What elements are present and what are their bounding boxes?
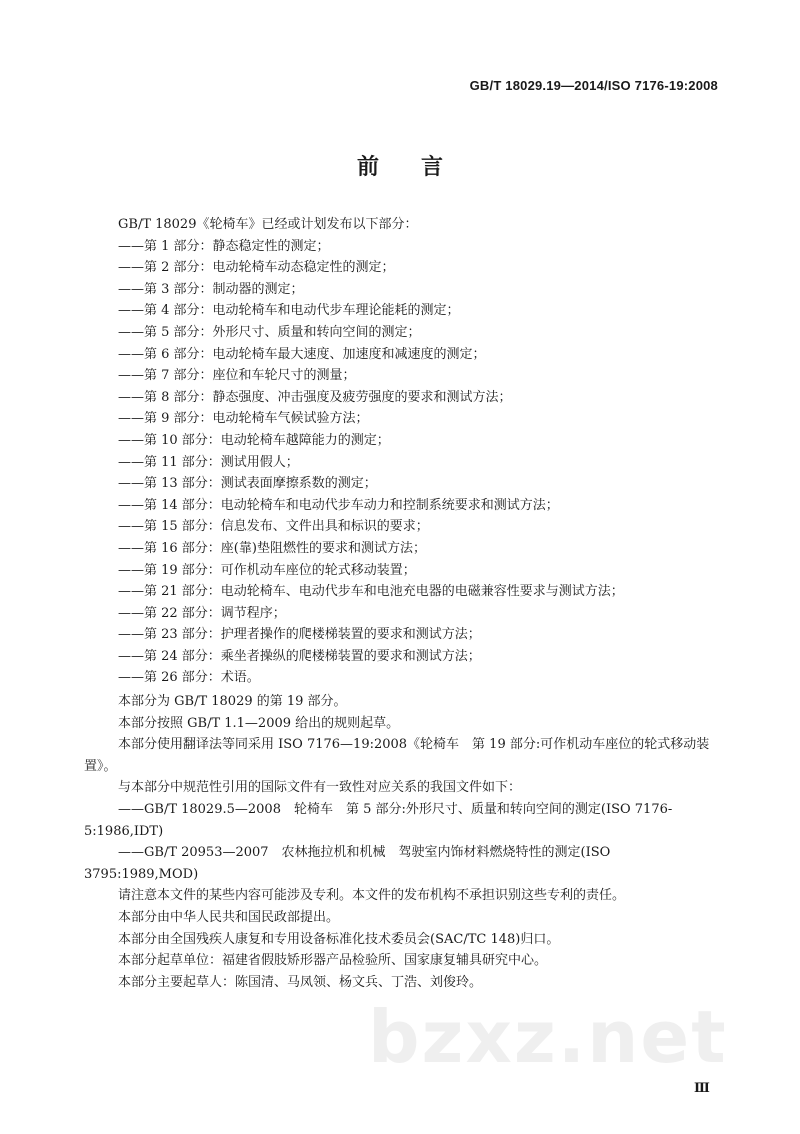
parts-intro: GB/T 18029《轮椅车》已经或计划发布以下部分： [118,217,418,232]
paragraph-proposer: 本部分由中华人民共和国民政部提出。 [118,910,340,925]
list-item: ——第 21 部分：电动轮椅车、电动代步车和电池充电器的电磁兼容性要求与测试方法； [118,584,624,600]
list-item: ——第 7 部分：座位和车轮尺寸的测量； [118,368,356,384]
list-item: ——第 10 部分：电动轮椅车越障能力的测定； [118,432,390,448]
parts-list [84,236,724,689]
paragraph-drafting-units: 本部分起草单位：福建省假肢矫形器产品检验所、国家康复辅具研究中心。 [118,953,548,969]
list-item: ——第 4 部分：电动轮椅车和电动代步车理论能耗的测定； [118,303,460,319]
list-item: ——第 22 部分：调节程序； [118,605,286,621]
reference-item: ——GB/T 20953—2007 农林拖拉机和机械 驾驶室内饰材料燃烧特性的测定(ISO 3795:1989,MOD) [84,845,611,882]
page-number: Ⅲ [694,1080,710,1095]
list-item: ——第 6 部分：电动轮椅车最大速度、加速度和减速度的测定； [118,346,486,362]
paragraph-adoption: 本部分使用翻译法等同采用 ISO 7176—19:2008《轮椅车 第 19 部分:可作机动车座位的轮式移动装置》。 [84,737,710,774]
list-item: ——第 24 部分：乘坐者操纵的爬楼梯装置的要求和测试方法； [118,648,481,664]
list-item: ——第 2 部分：电动轮椅车动态稳定性的测定； [118,260,395,276]
paragraph-patent-notice: 请注意本文件的某些内容可能涉及专利。本文件的发布机构不承担识别这些专利的责任。 [118,888,626,904]
list-item: ——第 1 部分：静态稳定性的测定； [118,238,330,254]
list-item: ——第 26 部分：术语。 [118,670,260,686]
paragraph-drafting-rules: 本部分按照 GB/T 1.1—2009 给出的规则起草。 [118,715,400,731]
page-title: 前言 [356,155,485,180]
paragraph-drafters: 本部分主要起草人：陈国清、马凤领、杨文兵、丁浩、刘俊玲。 [118,974,483,990]
standard-code: GB/T 18029.19—2014/ISO 7176-19:2008 [469,78,718,93]
paragraph-technical-committee: 本部分由全国残疾人康复和专用设备标准化技术委员会(SAC/TC 148)归口。 [118,931,560,947]
list-item: ——第 14 部分：电动轮椅车和电动代步车动力和控制系统要求和测试方法； [118,497,559,513]
list-item: ——第 19 部分：可作机动车座位的轮式移动装置； [118,562,416,578]
list-item: ——第 11 部分：测试用假人； [118,454,299,470]
document-body [84,214,724,993]
list-item: ——第 13 部分：测试表面摩擦系数的测定； [118,476,377,492]
list-item: ——第 23 部分：护理者操作的爬楼梯装置的要求和测试方法； [118,627,481,643]
list-item: ——第 9 部分：电动轮椅车气候试验方法； [118,411,369,427]
watermark: bzxz.net [368,995,728,1079]
list-item: ——第 3 部分：制动器的测定； [118,281,304,297]
reference-item: ——GB/T 18029.5—2008 轮椅车 第 5 部分:外形尺寸、质量和转向空间的测定(ISO 7176-5:1986,IDT) [84,802,673,839]
list-item: ——第 15 部分：信息发布、文件出具和标识的要求； [118,519,429,535]
paragraph-references-intro: 与本部分中规范性引用的国际文件有一致性对应关系的我国文件如下： [118,780,522,796]
list-item: ——第 5 部分：外形尺寸、质量和转向空间的测定； [118,324,421,340]
list-item: ——第 16 部分：座(靠)垫阻燃性的要求和测试方法； [118,540,426,556]
list-item: ——第 8 部分：静态强度、冲击强度及疲劳强度的要求和测试方法； [118,389,512,405]
paragraph-part-number: 本部分为 GB/T 18029 的第 19 部分。 [118,694,347,710]
